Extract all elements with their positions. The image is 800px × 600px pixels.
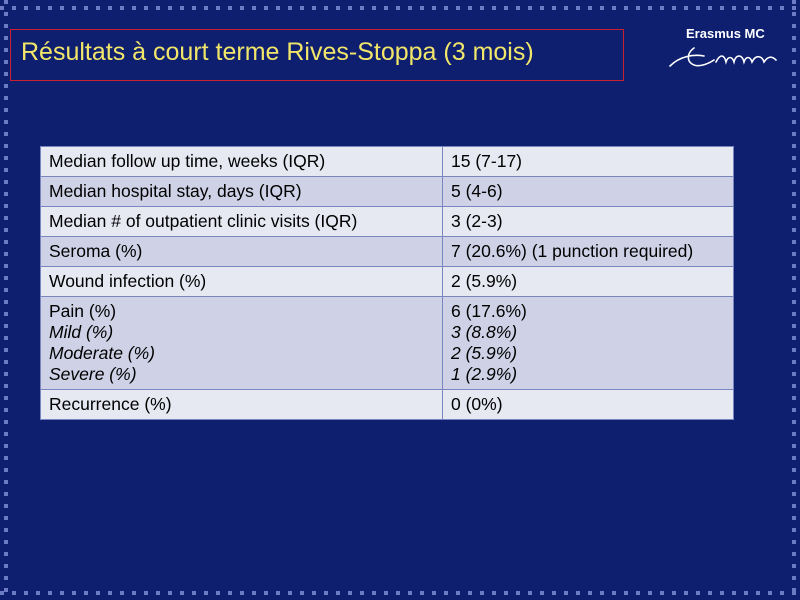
erasmus-signature-icon	[664, 42, 784, 76]
row-label: Wound infection (%)	[41, 267, 443, 297]
table-row	[41, 177, 734, 207]
row-label: Median follow up time, weeks (IQR)	[41, 147, 443, 177]
logo-text: Erasmus MC	[686, 26, 765, 41]
slide-title: Résultats à court terme Rives-Stoppa (3 mois)	[21, 38, 534, 66]
table-row	[41, 267, 734, 297]
top-dotted-border	[0, 6, 800, 10]
title-box	[10, 29, 624, 81]
row-value: 2 (5.9%)	[443, 267, 734, 297]
row-label: Seroma (%)	[41, 237, 443, 267]
pain-moderate-label: Moderate (%)	[49, 343, 156, 363]
pain-severe-label: Severe (%)	[49, 364, 137, 384]
row-value: 7 (20.6%) (1 punction required)	[443, 237, 734, 267]
row-value: 5 (4-6)	[443, 177, 734, 207]
table-row-pain	[41, 297, 734, 390]
row-value: 3 (2-3)	[443, 207, 734, 237]
pain-severe-value: 1 (2.9%)	[451, 364, 518, 384]
pain-moderate-value: 2 (5.9%)	[451, 343, 518, 363]
row-value	[443, 297, 734, 390]
row-label: Recurrence (%)	[41, 390, 443, 420]
results-table	[40, 146, 734, 420]
row-label: Median # of outpatient clinic visits (IQR)	[41, 207, 443, 237]
pain-mild-label: Mild (%)	[49, 322, 114, 342]
pain-value: 6 (17.6%)	[451, 301, 527, 321]
row-label: Median hospital stay, days (IQR)	[41, 177, 443, 207]
row-label	[41, 297, 443, 390]
pain-mild-value: 3 (8.8%)	[451, 322, 518, 342]
table-row	[41, 207, 734, 237]
bottom-dotted-border	[0, 591, 800, 595]
row-value: 15 (7-17)	[443, 147, 734, 177]
table-row	[41, 237, 734, 267]
table-row	[41, 390, 734, 420]
left-dotted-border	[4, 0, 8, 600]
erasmus-logo	[664, 22, 784, 80]
right-dotted-border	[792, 0, 796, 600]
pain-label: Pain (%)	[49, 301, 117, 321]
row-value: 0 (0%)	[443, 390, 734, 420]
table-row	[41, 147, 734, 177]
